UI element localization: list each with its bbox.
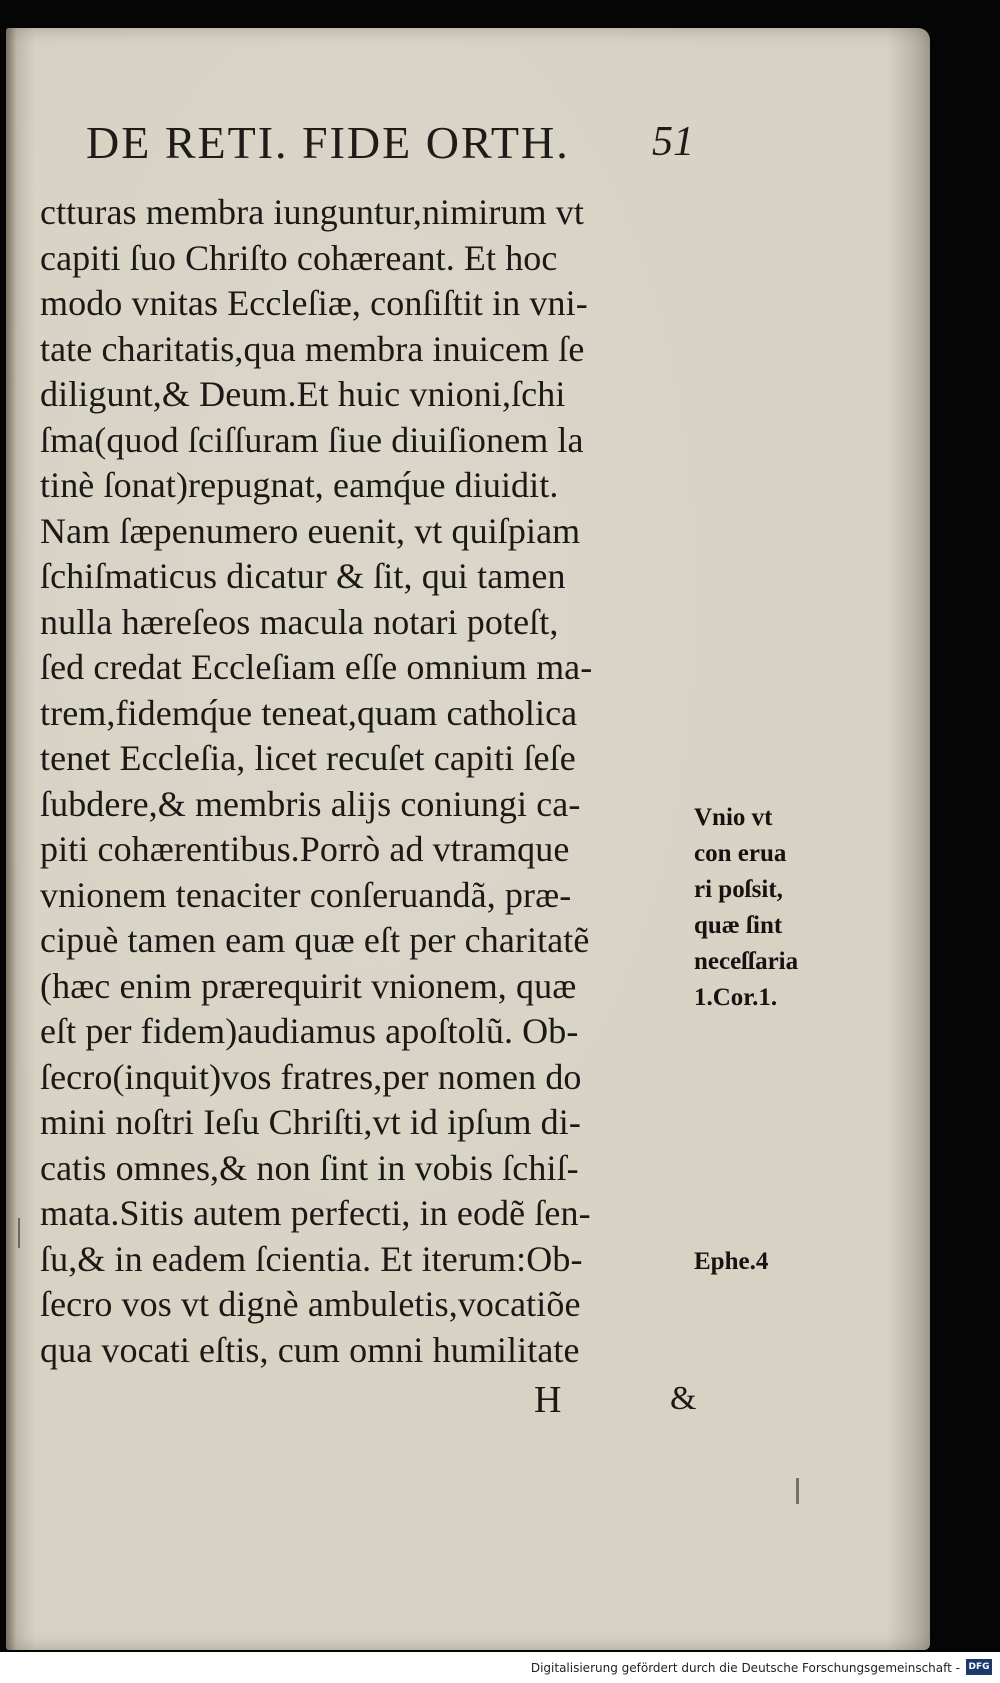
text-line: Nam ſæpenumero euenit, vt quiſpiam — [40, 510, 581, 551]
marginal-note-unio — [694, 800, 799, 1016]
marginal-note-line: neceſſaria — [694, 948, 799, 975]
text-line: qua vocati eſtis, cum omni humilitate — [40, 1329, 580, 1370]
text-line: eſt per fidem)audiamus apoſtolũ. Ob- — [40, 1011, 579, 1051]
text-line: ſecro(inquit)vos fratres,per nomen do — [40, 1056, 582, 1097]
text-line: ſu,& in eadem ſcientia. Et iterum:Ob- — [40, 1238, 583, 1279]
text-line: mini noſtri Ieſu Chriſti,vt id ipſum di- — [40, 1102, 581, 1142]
text-line: ſed credat Eccleſiam eſſe omnium ma- — [40, 647, 593, 687]
marginal-note-line: ri poſsit, — [694, 876, 783, 903]
ink-speck — [18, 1218, 20, 1248]
body-text — [40, 190, 700, 1373]
dfg-logo: DFG — [966, 1659, 992, 1675]
signature-mark: H — [534, 1379, 562, 1421]
text-line: tate charitatis,qua membra inuicem ſe — [40, 328, 585, 369]
text-line: mata.Sitis autem perfecti, in eodẽ ſen- — [40, 1193, 591, 1233]
text-line: modo vnitas Eccleſiæ, conſiſtit in vni- — [40, 283, 588, 323]
text-line: trem,fidemq́ue teneat,quam catholica — [40, 692, 578, 733]
running-head-title: DE RETI. FIDE ORTH. — [86, 117, 570, 168]
marginal-note-line: quæ ſint — [694, 912, 783, 939]
digitization-credit: Digitalisierung gefördert durch die Deutsche Forschungsgemeinschaft - — [530, 1661, 960, 1675]
book-page — [6, 28, 930, 1650]
text-line: cipuè tamen eam quæ eſt per charitatẽ — [40, 920, 590, 960]
text-line: ſchiſmaticus dicatur & ſit, qui tamen — [40, 556, 566, 596]
marginal-note-ephesians: Ephe.4 — [694, 1248, 769, 1275]
text-line: nulla hæreſeos macula notari poteſt, — [40, 601, 559, 642]
text-line: ſubdere,& membris alijs coniungi ca- — [40, 783, 581, 824]
running-head — [78, 106, 708, 176]
catchword: & — [670, 1380, 697, 1417]
text-line: (hæc enim prærequirit vnionem, quæ — [40, 965, 577, 1006]
page-foot-marks — [534, 1378, 697, 1428]
page-gutter-shadow — [6, 28, 16, 1650]
page-number: 51 — [652, 119, 694, 165]
marginal-note-line: Vnio vt — [694, 804, 773, 831]
text-line: tenet Eccleſia, licet recuſet capiti ſeſe — [40, 738, 576, 778]
text-line: ctturas membra iunguntur,nimirum vt — [40, 192, 584, 232]
ink-speck — [796, 1478, 799, 1504]
marginal-note-line: con eruа — [694, 840, 787, 867]
marginal-note-line: 1.Cor.1. — [694, 984, 778, 1011]
text-line: vnionem tenaciter conſeruandã, præ- — [40, 874, 572, 915]
text-line: capiti ſuo Chriſto cohæreant. Et hoc — [40, 237, 558, 278]
footer-band — [0, 1652, 1000, 1683]
text-line: ſma(quod ſciſſuram ſiue diuiſionem la — [40, 419, 584, 460]
text-line: tinè ſonat)repugnat, eamq́ue diuidit. — [40, 465, 559, 505]
text-line: ſecro vos vt dignè ambuletis,vocatiõe — [40, 1284, 581, 1324]
text-line: catis omnes,& non ſint in vobis ſchiſ- — [40, 1147, 579, 1188]
text-line: piti cohærentibus.Porrò ad vtramque — [40, 829, 570, 869]
text-line: diligunt,& Deum.Et huic vnioni,ſchi — [40, 374, 566, 414]
